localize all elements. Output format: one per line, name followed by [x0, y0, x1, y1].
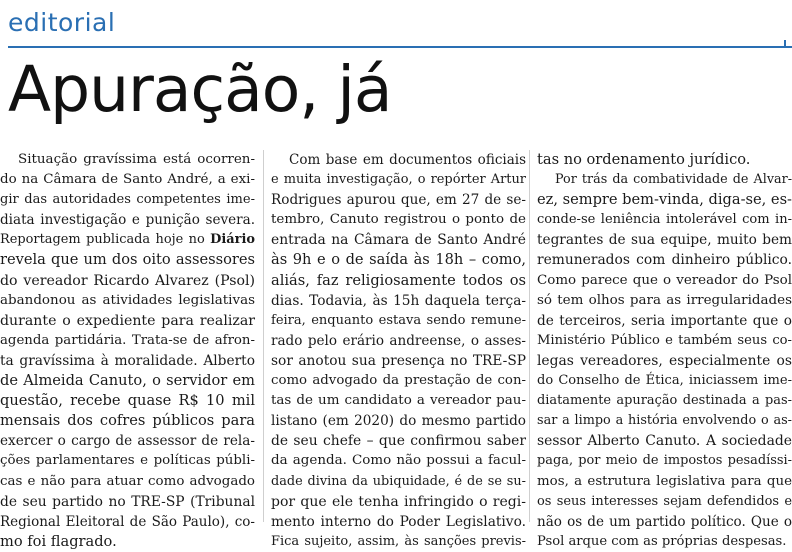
text-line: conde-se leniência intolerável com in- — [537, 212, 792, 228]
newspaper-name: Diário — [210, 232, 255, 248]
text-line: mos, a estrutura legislativa para que — [537, 473, 792, 489]
text-line: remunerados com dinheiro público. — [537, 252, 792, 269]
text-line: tas no ordenamento jurídico. — [537, 151, 751, 168]
text-line: do Conselho de Ética, iniciassem ime- — [537, 373, 792, 389]
text-line: Rodrigues apurou que, em 27 de se- — [271, 192, 526, 209]
headline: Apuração, já — [8, 53, 392, 126]
text-line: Reportagem publicada hoje no Diário — [0, 232, 255, 248]
text-line: legas vereadores, especialmente os — [537, 352, 792, 369]
text-line: abandonou as atividades legislativas — [0, 292, 255, 308]
text-line: listano (em 2020) do mesmo partido — [271, 413, 526, 430]
text-line: por que ele tenha infringido o regi- — [271, 493, 526, 510]
text-line: Como parece que o vereador do Psol — [537, 272, 792, 288]
text-line: rado pelo erário andreense, o asses- — [271, 332, 526, 349]
text-line: durante o expediente para realizar — [0, 312, 255, 329]
text-line: mento interno do Poder Legislativo. — [271, 513, 526, 530]
text-line: do vereador Ricardo Alvarez (Psol) — [0, 272, 255, 289]
text-line: entrada na Câmara de Santo André — [271, 232, 526, 249]
text-line: de terceiros, seria importante que o — [537, 312, 792, 329]
text-line: dade divina da ubiquidade, é de se su- — [271, 473, 526, 489]
text-line: sessor Alberto Canuto. A sociedade — [537, 433, 792, 450]
text-line: aliás, faz religiosamente todos os — [271, 271, 526, 289]
text-line: mo foi flagrado. — [0, 532, 117, 550]
section-rule-end — [784, 40, 786, 48]
text-line: ez, sempre bem-vinda, diga-se, es- — [537, 191, 792, 209]
text-line: gir das autoridades competentes ime- — [0, 192, 255, 208]
text-line: de Almeida Canuto, o servidor em — [0, 372, 255, 390]
text-line: ções parlamentares e políticas públi- — [0, 453, 255, 469]
text-line: Com base em documentos oficiais — [289, 152, 526, 168]
text-line: como advogado da prestação de con- — [271, 373, 526, 389]
text-line: agenda partidária. Trata-se de afron- — [0, 332, 255, 348]
text-line: sor anotou sua presença no TRE-SP — [271, 352, 526, 369]
text-line: da agenda. Como não possui a facul- — [271, 453, 526, 469]
text-line: Fica sujeito, assim, às sanções previs- — [271, 533, 526, 549]
text-line: cas e não para atuar como advogado — [0, 473, 255, 489]
text-line: Regional Eleitoral de São Paulo), co- — [0, 513, 255, 530]
text-line: tas de um candidato a vereador pau- — [271, 393, 526, 409]
text-line: do na Câmara de Santo André, a exi- — [0, 172, 255, 188]
text-line: de seu partido no TRE-SP (Tribunal — [0, 493, 255, 510]
text-line: e muita investigação, o repórter Artur — [271, 172, 526, 188]
text-line: só tem olhos para as irregularidades — [537, 292, 792, 308]
text-line: diatamente apuração destinada a pas- — [537, 393, 792, 409]
article-column-1 — [0, 150, 255, 552]
text-line: revela que um dos oito assessores — [0, 251, 255, 269]
text-line: Situação gravíssima está ocorren- — [18, 152, 255, 167]
section-rule — [8, 46, 792, 48]
text-line: feira, enquanto estava sendo remune- — [271, 312, 526, 328]
text-line: diata investigação e punição severa. — [0, 212, 255, 229]
text-line: sar a limpo a história envolvendo o as- — [537, 413, 792, 429]
text-line: ta gravíssima à moralidade. Alberto — [0, 352, 255, 369]
text-line: paga, por meio de impostos pesadíssi- — [537, 453, 792, 469]
column-separator — [529, 150, 530, 522]
text-line: questão, recebe quase R$ 10 mil — [0, 392, 255, 410]
text-line: Por trás da combatividade de Alvar- — [555, 172, 792, 188]
text-line: às 9h e o de saída às 18h – como, — [271, 251, 526, 269]
text-line: os seus interesses sejam defendidos e — [537, 493, 792, 509]
text-line: Psol arque com as próprias despesas. — [537, 533, 787, 549]
text-line: Ministério Público e também seus co- — [537, 332, 792, 348]
text-line: tegrantes de sua equipe, muito bem — [537, 232, 792, 249]
section-label: editorial — [8, 8, 116, 37]
column-separator — [263, 150, 264, 522]
text-line: não os de um partido político. Que o — [537, 513, 792, 530]
text-line: tembro, Canuto registrou o ponto de — [271, 212, 526, 228]
text-line: de seu chefe – que confirmou saber — [271, 433, 526, 450]
article-column-2 — [271, 150, 526, 552]
text-line: dias. Todavia, às 15h daquela terça- — [271, 292, 526, 309]
text-line: exercer o cargo de assessor de rela- — [0, 433, 255, 450]
text-line: mensais dos cofres públicos para — [0, 412, 255, 430]
article-column-3 — [537, 150, 792, 552]
